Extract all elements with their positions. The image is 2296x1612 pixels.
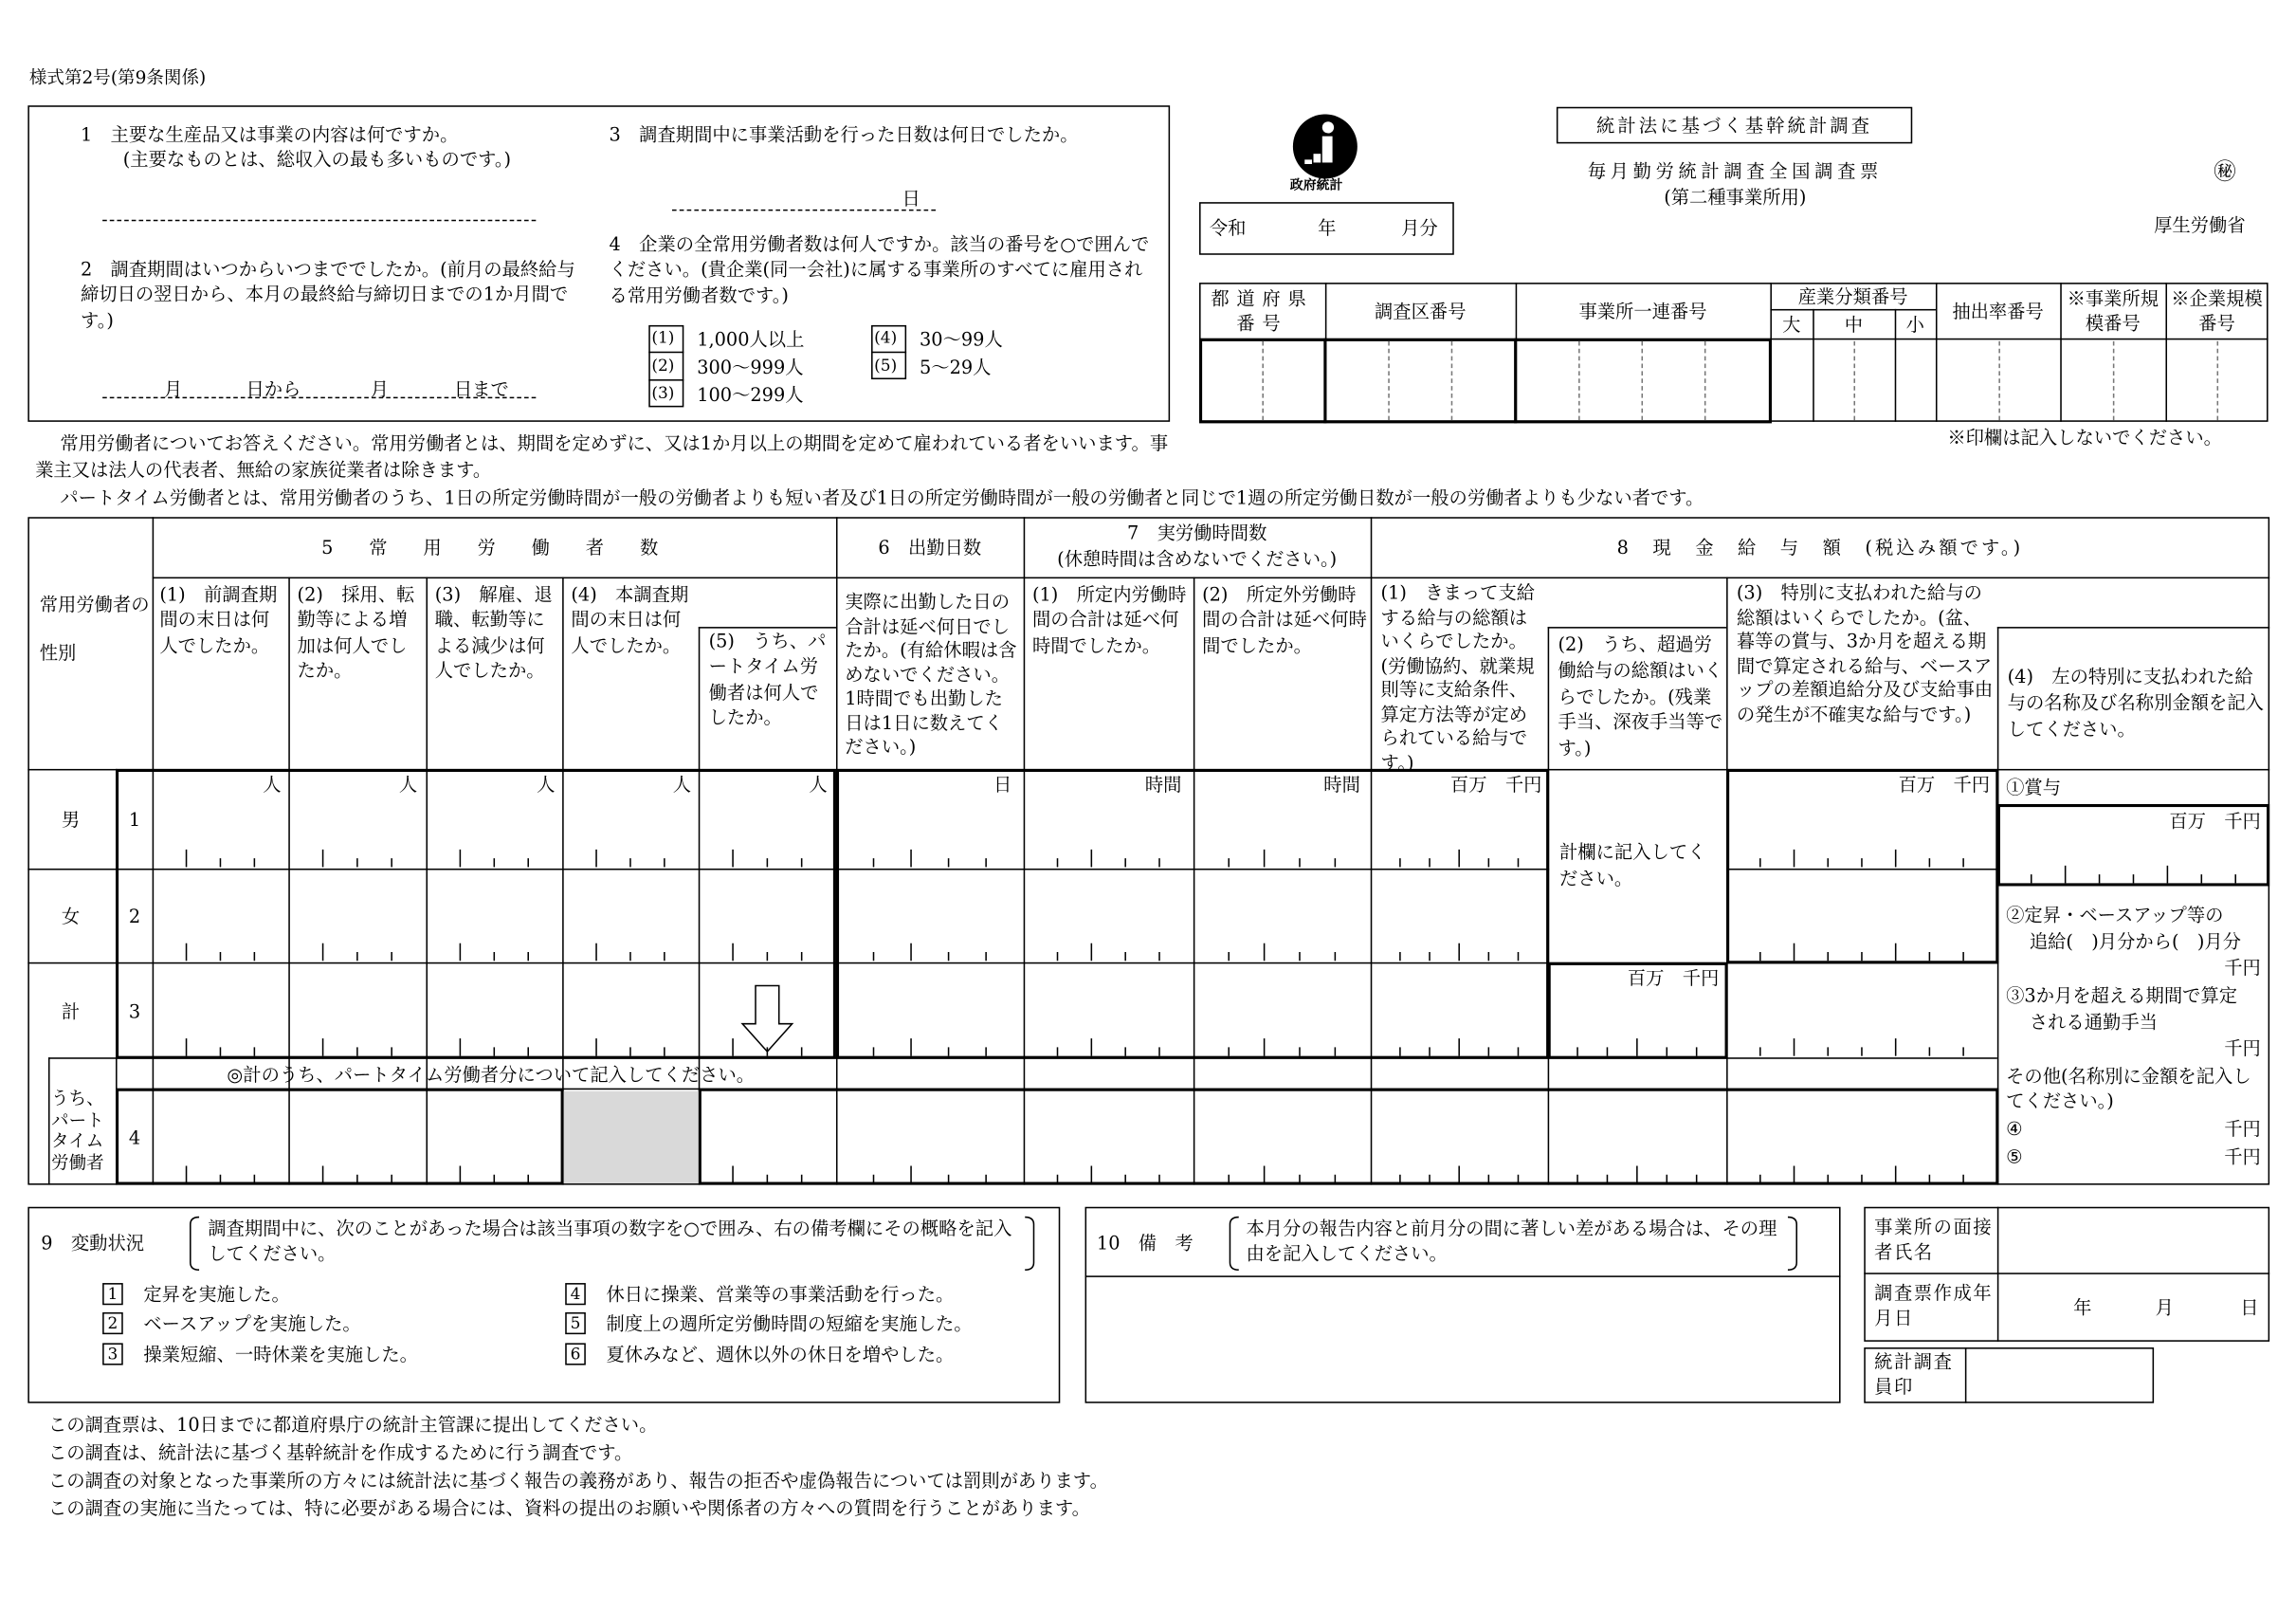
col-8-1-header: (1) きまって支給する給与の総額はいくらでしたか。(労働協約、就業規則等に支給条件、算定方法等が定められている給与です。) (1380, 581, 1536, 773)
stamp-label: 統計調査員印 (1874, 1350, 1954, 1398)
remarks-label: 10 備 考 (1096, 1232, 1194, 1255)
q4-option-3-label: 100～299人 (697, 383, 804, 406)
total-note: 計欄に記入してください。 (1558, 840, 1706, 889)
era-label: 令和 (1209, 216, 1247, 239)
unit-7-1: 時間 (1144, 773, 1182, 796)
q2-month-2: 月 (370, 377, 390, 400)
changes-instruction: 調査期間中に、次のことがあった場合は該当事項の数字を○で囲み、右の備考欄にその概略を記入してください。 (208, 1217, 1012, 1265)
survey-subtitle: (第二種事業所用) (1664, 186, 1807, 209)
change-item-3-text: 操業短縮、一時休業を実施した。 (143, 1343, 419, 1365)
prefecture-code-label: 都道府県番号 (1211, 286, 1314, 335)
other-4-unit: 千円 (2224, 1117, 2261, 1140)
survey-title: 毎月勤労統計調査全国調査票 (1587, 159, 1883, 182)
regular-definition: 常用労働者についてお答えください。常用労働者とは、期間を定めずに、又は1か月以上の期間を定めて雇われている者をいいます。事業主又は法人の代表者、無給の家族従業者は除きます。 (35, 431, 1169, 481)
col-5-1-header: (1) 前調査期間の末日は何人でしたか。 (159, 582, 278, 656)
footer-line-3: この調査の対象となった事業所の方々には統計法に基づく報告の義務があり、報告の拒否や虚偽報告については罰則があります。 (47, 1469, 1108, 1492)
interviewee-label: 事業所の面接者氏名 (1874, 1216, 1994, 1263)
section-6-title: 6 出勤日数 (878, 536, 982, 559)
other-5-unit: 千円 (2224, 1145, 2261, 1168)
unit-5-4: 人 (672, 773, 692, 796)
row-1-num: 1 (128, 808, 141, 831)
q4-option-5-label: 5～29人 (920, 356, 992, 378)
q2-day-to: 日まで (453, 377, 509, 400)
q4-option-2-num[interactable]: (2) (651, 356, 675, 376)
unit-8-1: 百万 千円 (1449, 773, 1542, 796)
change-item-2-text: ベースアップを実施した。 (143, 1311, 361, 1335)
bonus-label: ①賞与 (2006, 776, 2062, 798)
q4-option-4-label: 30～99人 (920, 327, 1003, 351)
unit-5-3: 人 (537, 773, 556, 796)
col-8-4-header: (4) 左の特別に支払われた給与の名称及び名称別金額を記入してください。 (2007, 665, 2264, 740)
remarks-instruction: 本月分の報告内容と前月分の間に著しい差がある場合は、その理由を記入してください。 (1246, 1217, 1777, 1265)
change-item-2-num[interactable]: 2 (102, 1312, 123, 1334)
change-item-6-text: 夏休みなど、週休以外の休日を増やした。 (606, 1343, 955, 1365)
footer-line-2: この調査は、統計法に基づく基幹統計を作成するために行う調査です。 (47, 1440, 633, 1464)
q2-text: 2 調査期間はいつからいつまででしたか。(前月の最終給与締切日の翌日から、本月の最終給与締切日までの1か月間です。) (80, 257, 575, 331)
change-item-1-text: 定昇を実施した。 (143, 1283, 290, 1306)
q2-day-from: 日から (246, 377, 301, 400)
interviewee-input[interactable] (2000, 1210, 2269, 1272)
q2-month: 月 (163, 377, 183, 400)
base-up-label: ②定昇・ベースアップ等の (2006, 904, 2224, 926)
unit-8-3: 百万 千円 (1898, 773, 1991, 796)
change-item-6-num[interactable]: 6 (565, 1343, 586, 1365)
col-5-3-header: (3) 解雇、退職、転勤等による減少は何人でしたか。 (434, 582, 553, 681)
other-label: その他(名称別に金額を記入してください。) (2006, 1064, 2251, 1112)
col-5-2-header: (2) 採用、転勤等による増加は何人でしたか。 (297, 582, 415, 681)
sampling-code-label: 抽出率番号 (1952, 300, 2044, 322)
col-7-1-header: (1) 所定内労働時間の合計は延べ何時間でしたか。 (1031, 582, 1187, 656)
col-5-4-header: (4) 本調査期間の末日は何人でしたか。 (571, 582, 689, 656)
col-6-header: 実際に出勤した日の合計は延べ何日でしたか。(有給休暇は含めないでください。1時間でも出勤した日は1日に数えてください。) (845, 590, 1017, 758)
unit-5-2: 人 (398, 773, 418, 796)
establishment-code-label: 事業所一連番号 (1578, 300, 1707, 322)
row-total-label: 計 (61, 999, 81, 1023)
remarks-bracket-left-icon (1227, 1216, 1241, 1272)
q3-unit: 日 (902, 187, 920, 210)
industry-code-label: 産業分類番号 (1797, 285, 1908, 308)
section-7-sub: (休憩時間は含めないでください。) (1057, 547, 1338, 570)
basis-label: 統計法に基づく基幹統計調査 (1595, 114, 1873, 137)
q4-option-3-num[interactable]: (3) (651, 383, 675, 403)
col-8-2-header: (2) うち、超過労働給与の総額はいくらでしたか。(残業手当、深夜手当等です。) (1558, 632, 1723, 760)
commute-label: ③3か月を超える期間で算定 (2006, 983, 2238, 1007)
parttime-definition: パートタイム労働者とは、常用労働者のうち、1日の所定労働時間が一般の労働者よりも短い者及び1日の所定労働時間が一般の労働者と同じで1週の所定労働日数が一般の労働者よりも少ない者です。 (60, 485, 1704, 508)
created-year: 年 (2073, 1295, 2092, 1319)
change-item-1-num[interactable]: 1 (102, 1283, 123, 1305)
base-up-label-2: 追給( )月分から( )月分 (2029, 929, 2242, 952)
est-scale-label: ※事業所規模番号 (2067, 286, 2159, 335)
q4-option-4-num[interactable]: (4) (874, 327, 898, 348)
bracket-left-icon (188, 1216, 202, 1272)
base-up-unit: 千円 (2224, 956, 2261, 979)
commute-label-2: される通勤手当 (2029, 1010, 2158, 1033)
q4-option-1-label: 1,000人以上 (697, 327, 805, 351)
q4-option-2-label: 300～999人 (697, 356, 804, 378)
industry-medium-label: 中 (1844, 313, 1864, 336)
form-id: 様式第2号(第9条関係) (28, 67, 207, 88)
change-item-5-num[interactable]: 5 (565, 1312, 586, 1334)
code-note: ※印欄は記入しないでください。 (1947, 426, 2222, 449)
row-3-num: 3 (128, 999, 141, 1023)
unit-5-1: 人 (263, 773, 282, 796)
footer-line-1: この調査票は、10日までに都道府県庁の統計主管課に提出してください。 (47, 1413, 658, 1436)
col-7-2-header: (2) 所定外労働時間の合計は延べ何時間でしたか。 (1202, 582, 1367, 656)
created-month: 月 (2155, 1295, 2174, 1319)
other-5-label: ⑤ (2006, 1145, 2023, 1168)
unit-7-2: 時間 (1323, 773, 1360, 796)
q4-option-5-num[interactable]: (5) (874, 356, 898, 376)
q4-option-1-num[interactable]: (1) (651, 327, 675, 348)
q1-note: (主要なものとは、総収入の最も多いものです。) (122, 148, 512, 171)
change-item-4-text: 休日に操業、営業等の事業活動を行った。 (606, 1283, 955, 1306)
created-day: 日 (2240, 1295, 2259, 1319)
ent-scale-label: ※企業規模番号 (2171, 286, 2263, 335)
industry-small-label: 小 (1905, 313, 1924, 336)
bonus-unit: 百万 千円 (2169, 810, 2261, 833)
row-female-label: 女 (61, 905, 81, 927)
changes-label: 9 変動状況 (41, 1232, 145, 1255)
change-item-4-num[interactable]: 4 (565, 1283, 586, 1305)
unit-8-2-total: 百万 千円 (1627, 966, 1720, 989)
section-8-title: 8 現 金 給 与 額 (税込み額です。) (1616, 536, 2024, 559)
row-4-num: 4 (128, 1126, 141, 1148)
other-4-label: ④ (2006, 1117, 2023, 1140)
col-5-5-header: (5) うち、パートタイム労働者は何人でしたか。 (708, 630, 827, 728)
created-date-label: 調査票作成年月日 (1874, 1281, 1994, 1329)
industry-large-label: 大 (1782, 313, 1801, 336)
q1-title: 1 主要な生産品又は事業の内容は何ですか。 (80, 122, 459, 145)
row-2-num: 2 (128, 905, 141, 927)
section-7-title: 7 実労働時間数 (1126, 521, 1267, 544)
unit-6: 日 (993, 773, 1012, 796)
parttime-note: ◎計のうち、パートタイム労働者分について記入してください。 (227, 1063, 756, 1086)
section-5-title: 5 常 用 労 働 者 数 (321, 536, 667, 559)
logo-text: 政府統計 (1289, 178, 1343, 193)
secret-mark: ㊙ (2214, 157, 2236, 185)
month-label: 月分 (1401, 216, 1438, 239)
district-code-label: 調査区番号 (1374, 300, 1467, 322)
gender-header: 常用労働者の性別 (39, 593, 150, 663)
ministry-name: 厚生労働省 (2154, 213, 2246, 236)
col-8-3-header: (3) 特別に支払われた給与の総額はいくらでしたか。(盆、暮等の賞与、3か月を超える期間で算定される給与、ベースアップの差額追給分及び支給事由の発生が不確実な給与です。) (1736, 581, 1994, 724)
q3-title: 3 調査期間中に事業活動を行った日数は何日でしたか。 (609, 122, 1079, 145)
footer-line-4: この調査の実施に当たっては、特に必要がある場合には、資料の提出のお願いや関係者の方々への質問を行うことがあります。 (47, 1496, 1090, 1519)
row-male-label: 男 (61, 808, 81, 831)
change-item-5-text: 制度上の週所定労働時間の短縮を実施した。 (606, 1311, 973, 1335)
unit-5-5: 人 (809, 773, 828, 796)
q4-text: 4 企業の全常用労働者数は何人ですか。該当の番号を○で囲んでください。(貴企業(同一会社)に属する事業所のすべてに雇用される常用労働者数です。) (609, 232, 1150, 306)
commute-unit: 千円 (2224, 1036, 2261, 1059)
row-parttime-label: うち、パートタイム労働者 (51, 1088, 104, 1174)
year-label: 年 (1318, 216, 1337, 239)
change-item-3-num[interactable]: 3 (102, 1343, 123, 1365)
